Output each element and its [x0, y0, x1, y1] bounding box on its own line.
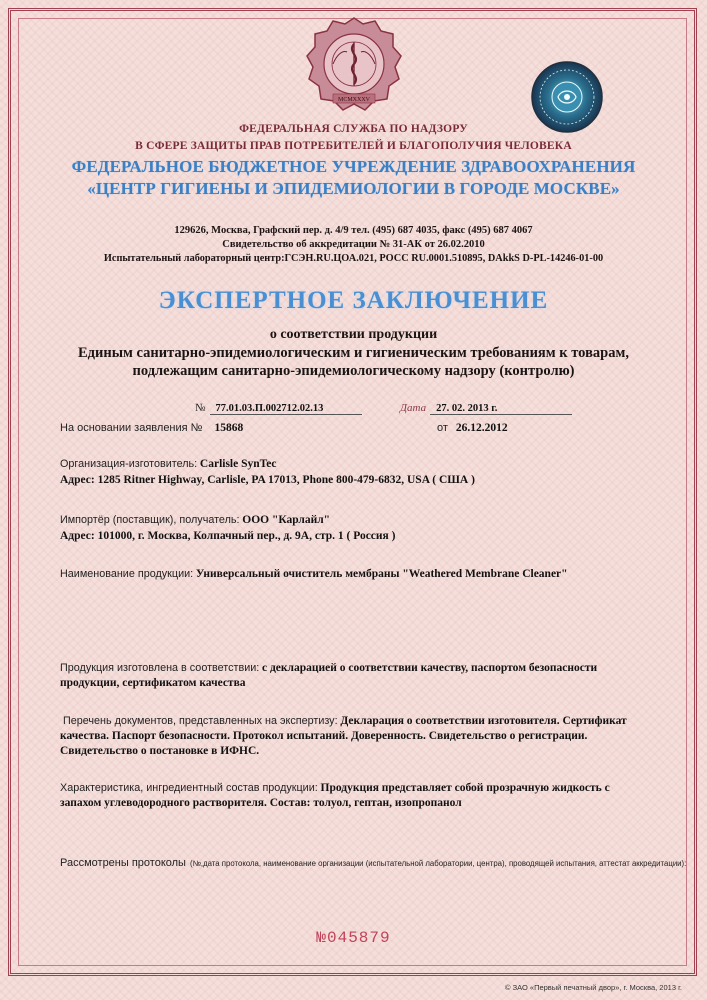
composition-value-1: Продукция представляет собой прозрачную жидкость с — [320, 782, 610, 794]
importer-label: Импортёр (поставщик), получатель: — [60, 514, 240, 526]
application-from-label: от — [437, 422, 448, 434]
composition-label: Характеристика, ингредиентный состав продукции: — [60, 782, 318, 794]
produced-value-2: продукции, сертификатом качества — [60, 677, 246, 689]
title-sub-1: о соответствии продукции — [269, 327, 438, 342]
documents-label: Перечень документов, представленных на экспертизу: — [63, 715, 338, 727]
conclusion-date: 27. 02. 2013 г. — [430, 403, 572, 415]
application-date-row — [437, 418, 508, 436]
document-title: ЭКСПЕРТНОЕ ЗАКЛЮЧЕНИЕ — [158, 287, 549, 314]
documents-row — [63, 715, 627, 727]
product-row — [60, 568, 568, 580]
protocols-row — [60, 853, 686, 871]
printer-credit: © ЗАО «Первый печатный двор», г. Москва, 2013 г. — [505, 983, 682, 992]
documents-value-3: Свидетельство о постановке в ИФНС. — [60, 745, 260, 757]
number-label: № — [195, 402, 206, 414]
institution-address: 129626, Москва, Графский пер. д. 4/9 тел. (495) 687 4035, факс (495) 687 4067 — [174, 225, 533, 236]
application-number: 15868 — [214, 422, 244, 434]
institution-line-2: «ЦЕНТР ГИГИЕНЫ И ЭПИДЕМИОЛОГИИ В ГОРОДЕ МОСКВЕ» — [87, 179, 620, 198]
conclusion-number: 77.01.03.П.002712.02.13 — [210, 403, 362, 415]
manufacturer-address: Адрес: 1285 Ritner Highway, Carlisle, PA 17013, Phone 800-479-6832, USA ( США ) — [60, 474, 475, 486]
documents-value-1: Декларация о соответствии изготовителя. Сертификат — [340, 715, 627, 727]
protocols-label: Рассмотрены протоколы — [60, 857, 186, 869]
produced-label: Продукция изготовлена в соответствии: — [60, 662, 260, 674]
application-label: На основании заявления № — [60, 422, 203, 434]
lab-center-line: Испытательный лабораторный центр:ГСЭН.RU.ЦОА.021, РОСС RU.0001.510895, DAkkS D-PL-14246-01-00 — [103, 253, 604, 264]
institution-line-1: ФЕДЕРАЛЬНОЕ БЮДЖЕТНОЕ УЧРЕЖДЕНИЕ ЗДРАВООХРАНЕНИЯ — [71, 157, 636, 176]
composition-value-2: запахом углеводородного растворителя. Состав: толуол, гептан, изопропанол — [60, 797, 462, 809]
date-label: Дата — [400, 402, 427, 414]
title-sub-3: подлежащим санитарно-эпидемиологическому надзору (контролю) — [132, 363, 575, 379]
product-label: Наименование продукции: — [60, 568, 194, 580]
documents-value-2: качества. Паспорт безопасности. Протокол испытаний. Доверенность. Свидетельство о регистрации. — [60, 730, 588, 742]
protocols-hint: (№,дата протокола, наименование организации (испытательной лаборатории, центра), проводящей испытания, аттестат аккредитации): — [189, 859, 687, 868]
application-row — [60, 418, 243, 436]
conclusion-number-row — [195, 398, 362, 416]
composition-row — [60, 782, 610, 794]
emblem-year: MCMXXXV — [337, 97, 371, 103]
product-name: Универсальный очиститель мембраны "Weathered Membrane Cleaner" — [195, 568, 568, 580]
manufacturer-row — [60, 458, 276, 470]
agency-line-2: В СФЕРЕ ЗАЩИТЫ ПРАВ ПОТРЕБИТЕЛЕЙ И БЛАГОПОЛУЧИЯ ЧЕЛОВЕКА — [135, 140, 572, 152]
emblem-seal-icon — [303, 14, 405, 118]
serial-number: №045879 — [316, 929, 391, 947]
importer-address: Адрес: 101000, г. Москва, Колпачный пер., д. 9А, стр. 1 ( Россия ) — [60, 530, 396, 542]
conclusion-date-row — [400, 398, 572, 416]
title-sub-2: Единым санитарно-эпидемиологическим и гигиеническим требованиям к товарам, — [78, 345, 629, 361]
accreditation-line: Свидетельство об аккредитации № 31-АК от 26.02.2010 — [222, 239, 485, 250]
application-date: 26.12.2012 — [455, 422, 508, 434]
produced-row — [60, 662, 597, 674]
manufacturer-name: Carlisle SynTec — [199, 458, 277, 470]
agency-line-1: ФЕДЕРАЛЬНАЯ СЛУЖБА ПО НАДЗОРУ — [239, 123, 468, 135]
produced-value-1: с декларацией о соответствии качеству, паспортом безопасности — [262, 662, 598, 674]
importer-name: ООО "Карлайл" — [242, 514, 331, 526]
manufacturer-label: Организация-изготовитель: — [60, 458, 198, 470]
importer-row — [60, 514, 330, 526]
